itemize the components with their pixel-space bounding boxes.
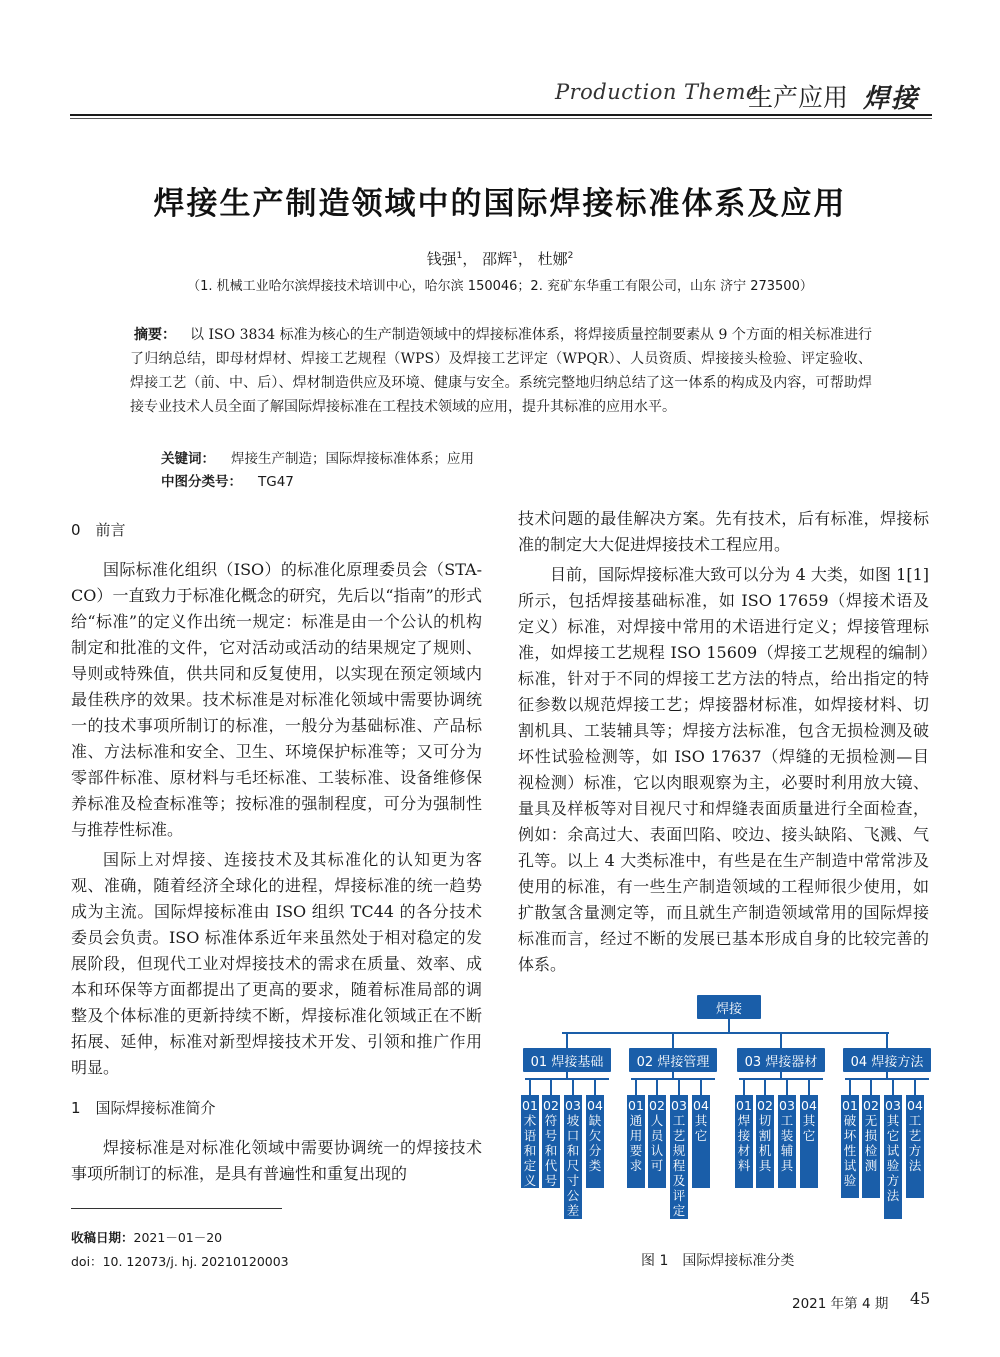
body-left-column: [71, 517, 482, 1187]
classification: [161, 470, 294, 490]
abstract-label: 摘要：: [134, 327, 177, 343]
diagram-leaf-node: 01通用要求: [627, 1095, 645, 1188]
abstract: [130, 323, 872, 419]
diagram-leaf-node: 01破坏性试验: [841, 1095, 859, 1198]
classification-code: TG47: [258, 474, 294, 490]
doi: doi：10. 12073/j. hj. 20210120003: [71, 1254, 289, 1269]
diagram-leaf-node: 02无损检测: [862, 1095, 880, 1198]
author-name: 邵辉: [482, 250, 513, 268]
keywords-label: 关键词：: [161, 451, 215, 467]
diagram-leaf-node: 02人员认可: [648, 1095, 666, 1188]
diagram-category-node: 04 焊接方法: [843, 1048, 931, 1072]
issue-label: 2021 年第 4 期: [792, 1296, 889, 1312]
page-number: 45: [910, 1289, 931, 1308]
diagram-leaf-node: 04缺欠分类: [586, 1095, 604, 1188]
keywords-text: 焊接生产制造；国际焊接标准体系；应用: [231, 451, 474, 467]
section-heading: 0 前言: [71, 521, 126, 539]
diagram-leaf-node: 03其它试验方法: [884, 1095, 902, 1219]
paragraph: 目前，国际焊接标准大致可以分为 4 大类，如图 1[1]所示，包括焊接基础标准，如 ISO 17659（焊接术语及定义）标准，对焊接中常用的术语进行定义；焊接管理标准，如焊接工艺规程 ISO 15609（焊接工艺规程的编制）标准，针对于不同的焊接工艺方法的特点，给出指定的特征参数以规范焊接工艺；焊接器材标准，如焊接材料、切割机具、工装辅具等；焊接方法标准，包含无损检测及破坏性试验检测等，如 ISO 17637（焊缝的无损检测—目视检测）标准，它以肉眼观察为主，必要时利用放大镜、量具及样板等对目视尺寸和焊缝表面质量进行全面检查，例如：余高过大、表面凹陷、咬边、接头缺陷、飞溅、气孔等。以上 4 大类标准中，有些是在生产制造中常常涉及使用的标准，有一些生产制造领域的工程师很少使用，如扩散氢含量测定等，而且就生产制造领域常用的国际焊接标准而言，经过不断的发展已基本形成自身的比较完善的体系。: [518, 565, 929, 974]
classification-label: 中图分类号：: [161, 474, 242, 490]
diagram-leaf-node: 02切割机具: [756, 1095, 774, 1188]
author-name: 杜娜: [537, 250, 568, 268]
keywords: [161, 447, 474, 467]
author-name: 钱强: [426, 250, 457, 268]
journal-section-en: Production Theme: [555, 80, 759, 104]
abstract-text: 以 ISO 3834 标准为核心的生产制造领域中的焊接标准体系，将焊接质量控制要素从 9 个方面的相关标准进行了归纳总结，即母材焊材、焊接工艺规程（WPS）及焊接工艺评定（WPQR）、人员资质、焊接接头检验、评定验收、焊接工艺（前、中、后）、焊材制造供应及环境、健康与安全。系统完整地归纳总结了这一体系的构成及内容，可帮助焊接专业技术人员全面了解国际焊接标准在工程技术领域的应用，提升其标准的应用水平。: [130, 327, 873, 415]
paragraph: 焊接标准是对标准化领域中需要协调统一的焊接技术事项所制订的标准，是具有普遍性和重复出现的: [71, 1138, 482, 1183]
journal-section-cn: 生产应用: [748, 83, 849, 112]
journal-logo: 焊接: [863, 84, 920, 114]
diagram-leaf-node: 04工艺方法: [906, 1095, 924, 1198]
article-title: 焊接生产制造领域中的国际焊接标准体系及应用: [153, 186, 847, 222]
body-right-column: [518, 506, 929, 978]
paragraph: 国际标准化组织（ISO）的标准化原理委员会（STA-CO）一直致力于标准化概念的研究，先后以“指南”的形式给“标准”的定义作出统一规定：标准是由一个公认的机构制定和批准的文件，它对活动或活动的结果规定了规则、导则或特殊值，供共同和反复使用，以实现在预定领域内最佳秩序的效果。技术标准是对标准化领域中需要协调统一的技术事项所制订的标准，一般分为基础标准、产品标准、方法标准和安全、卫生、环境保护标准等；又可分为零部件标准、原材料与毛坯标准、工装标准、设备维修保养标准及检查标准等；按标准的强制程度，可分为强制性与推荐性标准。: [71, 560, 482, 839]
figure-caption: 图 1 国际焊接标准分类: [641, 1253, 795, 1269]
section-heading: 1 国际焊接标准简介: [71, 1099, 216, 1117]
diagram-root-node: 焊接: [697, 995, 761, 1019]
affiliations: （1. 机械工业哈尔滨焊接技术培训中心，哈尔滨 150046；2. 兖矿东华重工有限公司，山东 济宁 273500）: [187, 279, 813, 294]
author-list: 钱强$^1$， 邵辉$^1$， 杜娜$^2$: [426, 250, 574, 268]
diagram-leaf-node: 02符号和代号: [542, 1095, 560, 1188]
diagram-category-node: 03 焊接器材: [737, 1048, 825, 1072]
diagram-leaf-node: 04其它: [692, 1095, 710, 1188]
diagram-leaf-node: 03工艺规程及评定: [670, 1095, 688, 1219]
paragraph: 国际上对焊接、连接技术及其标准化的认知更为客观、准确，随着经济全球化的进程，焊接标准的统一趋势成为主流。国际焊接标准由 ISO 组织 TC44 的各分技术委员会负责。ISO 标准体系近年来虽然处于相对稳定的发展阶段，但现代工业对焊接技术的需求在质量、效率、成本和环保等方面都提出了更高的要求，随着标准局部的调整及个体标准的更新持续不断，焊接标准化领域正在不断拓展、延伸，标准对新型焊接技术开发、引领和推广作用明显。: [71, 850, 482, 1077]
diagram-leaf-node: 01术语和定义: [521, 1095, 539, 1188]
standards-classification-diagram: [505, 992, 945, 1232]
diagram-leaf-node: 03工装辅具: [778, 1095, 796, 1188]
diagram-category-node: 01 焊接基础: [523, 1048, 611, 1072]
header-rule: [70, 114, 932, 116]
diagram-category-node: 02 焊接管理: [629, 1048, 717, 1072]
diagram-leaf-node: 04其它: [800, 1095, 818, 1188]
paragraph: 技术问题的最佳解决方案。先有技术，后有标准，焊接标准的制定大大促进焊接技术工程应用。: [518, 509, 929, 554]
diagram-leaf-node: 01焊接材料: [735, 1095, 753, 1188]
diagram-leaf-node: 03坡口和尺寸公差: [564, 1095, 582, 1219]
footnote-rule: [71, 1208, 282, 1209]
received-date: 收稿日期：2021－01－20: [71, 1230, 223, 1245]
header-rule-thin: [70, 118, 932, 119]
